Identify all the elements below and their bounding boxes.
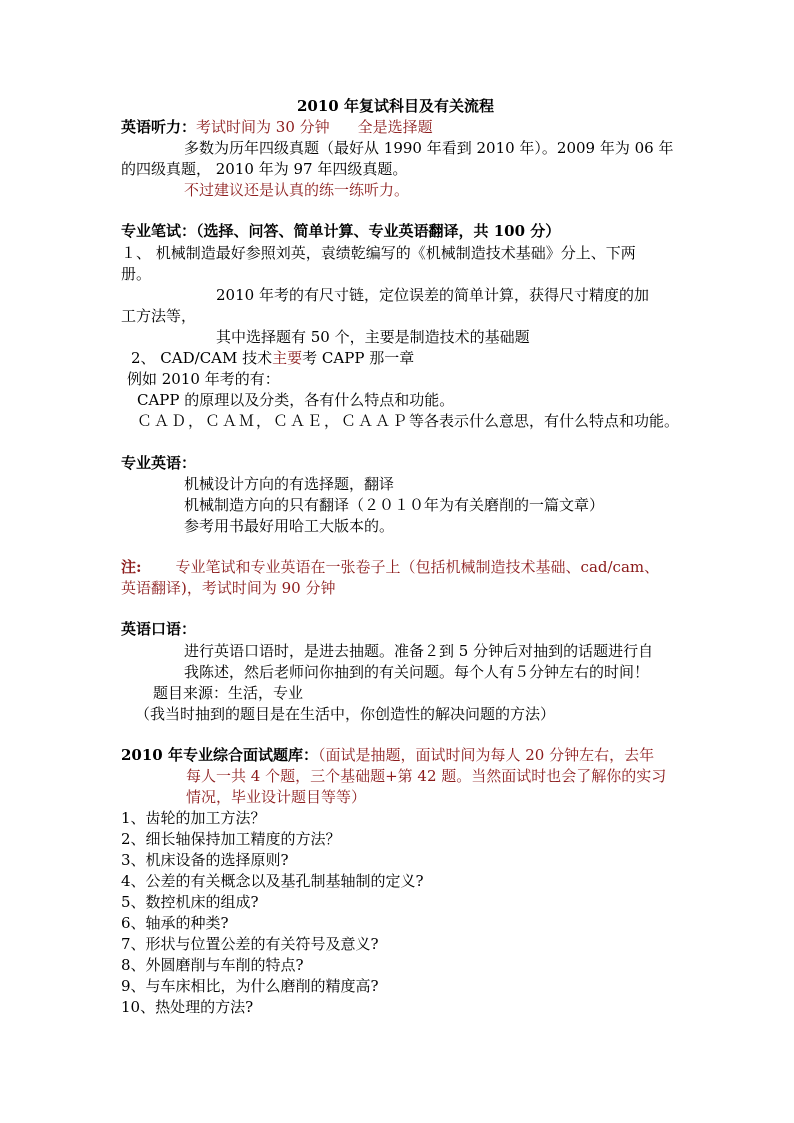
interview-question: 10、热处理的方法? bbox=[121, 998, 254, 1016]
interview-desc-2: 每人一共 4 个题，三个基础题+第 42 题。当然面试时也会了解你的实习 bbox=[186, 767, 667, 785]
written-item-2-prefix: 2、 CAD/CAM 技术 bbox=[131, 349, 273, 367]
interview-question: 2、细长轴保持加工精度的方法？ bbox=[121, 830, 341, 848]
written-item-2-highlight: 主要 bbox=[272, 349, 303, 367]
oral-line-3: 题目来源：生活，专业 bbox=[153, 684, 304, 702]
note-line-2: 英语翻译)，考试时间为 90 分钟 bbox=[121, 579, 336, 597]
english-line-2: 机械制造方向的只有翻译（２０１０年为有关磨削的一篇文章） bbox=[184, 496, 605, 514]
listening-advice: 不过建议还是认真的练一练听力。 bbox=[184, 181, 410, 199]
written-example-2-terms: ＣＡＤ，ＣＡＭ，ＣＡＥ，ＣＡＡＰ bbox=[137, 412, 410, 430]
written-item-1-line-4: 工方法等， bbox=[121, 307, 197, 325]
oral-heading: 英语口语： bbox=[121, 620, 197, 638]
english-line-3: 参考用书最好用哈工大版本的。 bbox=[184, 517, 395, 535]
english-line-1: 机械设计方向的有选择题，翻译 bbox=[184, 475, 395, 493]
interview-question: 9、与车床相比，为什么磨削的精度高? bbox=[121, 977, 379, 995]
listening-heading: 英语听力： bbox=[121, 118, 197, 136]
written-item-1-line-3: 2010 年考的有尺寸链，定位误差的简单计算，获得尺寸精度的加 bbox=[216, 286, 649, 304]
interview-question: 4、公差的有关概念以及基孔制基轴制的定义? bbox=[121, 872, 424, 890]
english-heading: 专业英语： bbox=[121, 454, 197, 472]
listening-line-1: 多数为历年四级真题（最好从 1990 年看到 2010 年）。2009 年为 06 年 bbox=[184, 139, 674, 157]
interview-heading-line bbox=[121, 745, 654, 766]
written-item-1-line-2: 册。 bbox=[121, 265, 152, 283]
written-item-1-line-1: １、 机械制造最好参照刘英，袁绩乾编写的《机械制造技术基础》分上、下两 bbox=[121, 244, 636, 262]
oral-line-1: 进行英语口语时，是进去抽题。准备２到 5 分钟后对抽到的话题进行自 bbox=[184, 642, 654, 660]
listening-time-note: 考试时间为 30 分钟 bbox=[196, 118, 330, 136]
oral-line-4: （我当时抽到的题目是在生活中，你创造性的解决问题的方法） bbox=[135, 705, 556, 723]
document-title: 2010 年复试科目及有关流程 bbox=[297, 97, 494, 115]
interview-question: 6、轴承的种类? bbox=[121, 914, 229, 932]
written-example-2 bbox=[137, 411, 679, 432]
interview-question: 8、外圆磨削与车削的特点? bbox=[121, 956, 304, 974]
interview-question: 1、齿轮的加工方法？ bbox=[121, 809, 266, 827]
listening-line-2: 的四级真题， 2010 年为 97 年四级真题。 bbox=[121, 160, 408, 178]
interview-question: 3、机床设备的选择原则? bbox=[121, 851, 289, 869]
written-heading: 专业笔试：（选择、问答、简单计算、专业英语翻译，共 100 分） bbox=[121, 222, 561, 240]
written-item-2 bbox=[131, 348, 414, 369]
listening-type-note: 全是选择题 bbox=[357, 118, 433, 136]
written-example: 例如 2010 年考的有： bbox=[127, 370, 280, 388]
note-label: 注: bbox=[121, 558, 142, 576]
interview-desc-3: 情况，毕业设计题目等等） bbox=[186, 788, 367, 806]
note-text-1: 专业笔试和专业英语在一张卷子上（包括机械制造技术基础、cad/cam、 bbox=[175, 558, 660, 576]
interview-desc-1: （面试是抽题，面试时间为每人 20 分钟左右，去年 bbox=[317, 746, 655, 764]
written-item-2-suffix: 考 CAPP 那一章 bbox=[302, 349, 415, 367]
interview-question: 7、形状与位置公差的有关符号及意义? bbox=[121, 935, 379, 953]
written-example-1: CAPP 的原理以及分类，各有什么特点和功能。 bbox=[137, 391, 455, 409]
oral-line-2: 我陈述，然后老师问你抽到的有关问题。每个人有５分钟左右的时间！ bbox=[184, 663, 650, 681]
listening-heading-line bbox=[121, 117, 433, 138]
written-example-2-text: 等各表示什么意思，有什么特点和功能。 bbox=[409, 412, 680, 430]
note-line-1 bbox=[121, 557, 659, 578]
interview-heading: 2010 年专业综合面试题库： bbox=[121, 746, 318, 764]
written-item-1-line-5: 其中选择题有 50 个，主要是制造技术的基础题 bbox=[216, 328, 530, 346]
interview-question: 5、数控机床的组成? bbox=[121, 893, 259, 911]
